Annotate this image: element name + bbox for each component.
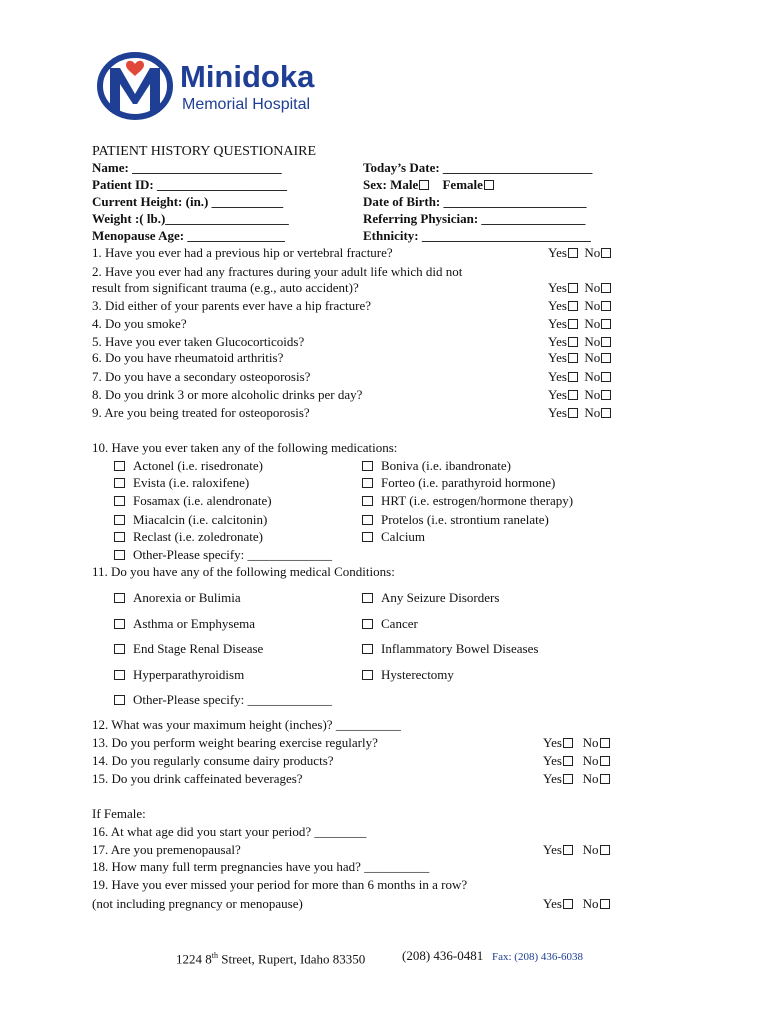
hospital-logo — [96, 52, 336, 122]
option-label: Any Seizure Disorders — [381, 590, 500, 605]
no-checkbox[interactable] — [601, 248, 611, 258]
option-label: Other-Please specify: _____________ — [133, 547, 333, 562]
no-label: No — [584, 350, 601, 365]
question-5: 5. Have you ever taken Glucocorticoids? — [92, 334, 305, 349]
no-label: No — [582, 771, 599, 786]
option-label: Hyperparathyroidism — [133, 667, 245, 682]
name-field[interactable]: Name: _______________________ — [92, 160, 282, 175]
checkbox[interactable] — [114, 515, 125, 525]
current-height-field[interactable]: Current Height: (in.) ___________ — [92, 194, 284, 209]
question-10: 10. Have you ever taken any of the following medications: — [92, 440, 398, 455]
yes-checkbox[interactable] — [568, 319, 578, 329]
yes-label: Yes — [543, 896, 562, 911]
option-label: Other-Please specify: _____________ — [133, 692, 333, 707]
no-checkbox[interactable] — [600, 845, 610, 855]
yes-checkbox[interactable] — [563, 738, 573, 748]
checkbox[interactable] — [362, 478, 373, 488]
checkbox[interactable] — [362, 644, 373, 654]
yes-label: Yes — [543, 753, 562, 768]
yes-no-q5 — [548, 334, 611, 350]
no-checkbox[interactable] — [600, 899, 610, 909]
checkbox[interactable] — [362, 593, 373, 603]
no-checkbox[interactable] — [601, 372, 611, 382]
option-label: Inflammatory Bowel Diseases — [381, 641, 539, 656]
yes-checkbox[interactable] — [563, 899, 573, 909]
condition-option[interactable] — [362, 616, 418, 632]
yes-checkbox[interactable] — [568, 283, 578, 293]
no-label: No — [584, 245, 601, 260]
medication-option-other[interactable] — [114, 547, 332, 563]
option-label: HRT (i.e. estrogen/hormone therapy) — [381, 493, 574, 508]
medication-option[interactable] — [362, 529, 425, 545]
yes-no-q1 — [548, 245, 611, 261]
question-19-line2: (not including pregnancy or menopause) — [92, 896, 303, 911]
yes-label: Yes — [548, 405, 567, 420]
no-checkbox[interactable] — [601, 301, 611, 311]
footer-fax: Fax: (208) 436-6038 — [492, 951, 584, 963]
checkbox[interactable] — [114, 478, 125, 488]
option-label: Asthma or Emphysema — [133, 616, 256, 631]
medication-option[interactable] — [362, 475, 555, 491]
option-label: End Stage Renal Disease — [133, 641, 264, 656]
no-checkbox[interactable] — [600, 738, 610, 748]
question-18: 18. How many full term pregnancies have you had? __________ — [92, 859, 430, 874]
checkbox[interactable] — [114, 496, 125, 506]
hospital-name: Minidoka — [180, 59, 315, 94]
question-3: 3. Did either of your parents ever have a hip fracture? — [92, 298, 372, 313]
checkbox[interactable] — [114, 532, 125, 542]
checkbox[interactable] — [114, 461, 125, 471]
no-checkbox[interactable] — [601, 390, 611, 400]
no-label: No — [584, 405, 601, 420]
medication-option[interactable] — [114, 493, 272, 509]
sex-field — [363, 177, 494, 193]
question-4: 4. Do you smoke? — [92, 316, 187, 331]
yes-label: Yes — [548, 369, 567, 384]
no-label: No — [584, 280, 601, 295]
medication-option[interactable] — [114, 475, 249, 491]
question-9: 9. Are you being treated for osteoporosis? — [92, 405, 310, 420]
question-7: 7. Do you have a secondary osteoporosis? — [92, 369, 311, 384]
option-label: Forteo (i.e. parathyroid hormone) — [381, 475, 556, 490]
condition-option[interactable] — [362, 590, 499, 606]
option-label: Evista (i.e. raloxifene) — [133, 475, 250, 490]
footer-phone: (208) 436-0481 — [402, 948, 484, 963]
yes-no-q15 — [543, 771, 610, 787]
referring-physician-field[interactable]: Referring Physician: ________________ — [363, 211, 586, 226]
yes-label: Yes — [548, 350, 567, 365]
no-checkbox[interactable] — [601, 337, 611, 347]
no-label: No — [582, 896, 599, 911]
medication-option[interactable] — [114, 512, 267, 528]
checkbox[interactable] — [362, 619, 373, 629]
yes-checkbox[interactable] — [568, 353, 578, 363]
yes-label: Yes — [548, 316, 567, 331]
minidoka-m-emblem-icon — [96, 52, 174, 120]
condition-option[interactable] — [114, 641, 263, 657]
yes-checkbox[interactable] — [563, 845, 573, 855]
option-label: Cancer — [381, 616, 418, 631]
checkbox[interactable] — [114, 550, 125, 560]
yes-no-q19 — [543, 896, 610, 912]
question-6: 6. Do you have rheumatoid arthritis? — [92, 350, 284, 365]
yes-no-q9 — [548, 405, 611, 421]
question-12: 12. What was your maximum height (inches)? __________ — [92, 717, 401, 732]
yes-label: Yes — [548, 245, 567, 260]
medication-option[interactable] — [362, 458, 511, 474]
condition-option[interactable] — [114, 590, 241, 606]
no-checkbox[interactable] — [600, 756, 610, 766]
option-label: Miacalcin (i.e. calcitonin) — [133, 512, 268, 527]
question-2-line2: result from significant trauma (e.g., auto accident)? — [92, 280, 359, 295]
form-title: PATIENT HISTORY QUESTIONAIRE — [92, 144, 317, 159]
yes-no-q7 — [548, 369, 611, 385]
address-street-number: 1224 8 — [176, 951, 212, 967]
checkbox[interactable] — [362, 532, 373, 542]
question-14: 14. Do you regularly consume dairy products? — [92, 753, 334, 768]
option-label: Protelos (i.e. strontium ranelate) — [381, 512, 549, 527]
condition-option[interactable] — [114, 667, 244, 683]
yes-checkbox[interactable] — [563, 756, 573, 766]
yes-label: Yes — [543, 771, 562, 786]
option-label: Reclast (i.e. zoledronate) — [133, 529, 263, 544]
yes-label: Yes — [548, 280, 567, 295]
checkbox[interactable] — [114, 593, 125, 603]
question-15: 15. Do you drink caffeinated beverages? — [92, 771, 303, 786]
checkbox[interactable] — [362, 461, 373, 471]
yes-label: Yes — [548, 387, 567, 402]
date-of-birth-field[interactable]: Date of Birth: ______________________ — [363, 194, 587, 209]
question-11: 11. Do you have any of the following medical Conditions: — [92, 564, 395, 579]
question-13: 13. Do you perform weight bearing exercise regularly? — [92, 735, 378, 750]
medication-option[interactable] — [114, 529, 263, 545]
question-1: 1. Have you ever had a previous hip or vertebral fracture? — [92, 245, 393, 260]
weight-field[interactable]: Weight :( lb.)___________________ — [92, 211, 289, 226]
ethnicity-field[interactable]: Ethnicity: __________________________ — [363, 228, 591, 243]
no-checkbox[interactable] — [601, 353, 611, 363]
yes-checkbox[interactable] — [568, 408, 578, 418]
no-checkbox[interactable] — [601, 283, 611, 293]
checkbox[interactable] — [114, 670, 125, 680]
checkbox[interactable] — [114, 695, 125, 705]
medication-option[interactable] — [362, 512, 549, 528]
todays-date-field[interactable]: Today’s Date: _______________________ — [363, 160, 593, 175]
yes-no-q14 — [543, 753, 610, 769]
menopause-age-field[interactable]: Menopause Age: _______________ — [92, 228, 285, 243]
condition-option[interactable] — [362, 667, 454, 683]
option-label: Hysterectomy — [381, 667, 454, 682]
yes-checkbox[interactable] — [568, 248, 578, 258]
female-checkbox[interactable] — [484, 180, 494, 190]
female-section-heading: If Female: — [92, 806, 146, 821]
condition-option-other[interactable] — [114, 692, 332, 708]
yes-label: Yes — [548, 298, 567, 313]
yes-no-q13 — [543, 735, 610, 751]
no-label: No — [584, 316, 601, 331]
question-2-line1: 2. Have you ever had any fractures during your adult life which did not — [92, 264, 463, 279]
yes-no-q2 — [548, 280, 611, 296]
yes-no-q6 — [548, 350, 611, 366]
yes-no-q3 — [548, 298, 611, 314]
checkbox[interactable] — [362, 496, 373, 506]
condition-option[interactable] — [362, 641, 538, 657]
footer-address — [176, 948, 365, 967]
checkbox[interactable] — [362, 515, 373, 525]
no-checkbox[interactable] — [601, 319, 611, 329]
yes-checkbox[interactable] — [568, 301, 578, 311]
checkbox[interactable] — [114, 619, 125, 629]
question-8: 8. Do you drink 3 or more alcoholic drinks per day? — [92, 387, 363, 402]
option-label: Actonel (i.e. risedronate) — [133, 458, 263, 473]
hospital-subtitle: Memorial Hospital — [182, 96, 311, 113]
yes-label: Yes — [543, 735, 562, 750]
no-label: No — [582, 735, 599, 750]
sex-female-label: Female — [442, 177, 483, 192]
option-label: Fosamax (i.e. alendronate) — [133, 493, 272, 508]
yes-checkbox[interactable] — [568, 372, 578, 382]
medication-option[interactable] — [114, 458, 263, 474]
option-label: Anorexia or Bulimia — [133, 590, 241, 605]
patient-id-field[interactable]: Patient ID: ____________________ — [92, 177, 287, 192]
no-checkbox[interactable] — [601, 408, 611, 418]
question-19-line1: 19. Have you ever missed your period for more than 6 months in a row? — [92, 877, 468, 892]
condition-option[interactable] — [114, 616, 255, 632]
yes-label: Yes — [543, 842, 562, 857]
sex-male-label: Sex: Male — [363, 177, 419, 192]
checkbox[interactable] — [114, 644, 125, 654]
checkbox[interactable] — [362, 670, 373, 680]
question-17: 17. Are you premenopausal? — [92, 842, 241, 857]
no-label: No — [584, 298, 601, 313]
yes-no-q8 — [548, 387, 611, 403]
medication-option[interactable] — [362, 493, 573, 509]
yes-checkbox[interactable] — [568, 390, 578, 400]
no-label: No — [582, 842, 599, 857]
no-label: No — [584, 334, 601, 349]
yes-checkbox[interactable] — [568, 337, 578, 347]
yes-checkbox[interactable] — [563, 774, 573, 784]
option-label: Boniva (i.e. ibandronate) — [381, 458, 511, 473]
no-label: No — [584, 369, 601, 384]
address-rest: Street, Rupert, Idaho 83350 — [217, 951, 366, 967]
option-label: Calcium — [381, 529, 426, 544]
yes-no-q4 — [548, 316, 611, 332]
no-checkbox[interactable] — [600, 774, 610, 784]
no-label: No — [582, 753, 599, 768]
yes-label: Yes — [548, 334, 567, 349]
male-checkbox[interactable] — [419, 180, 429, 190]
no-label: No — [584, 387, 601, 402]
address-ordinal: th — [211, 951, 218, 960]
question-16: 16. At what age did you start your period? ________ — [92, 824, 367, 839]
yes-no-q17 — [543, 842, 610, 858]
